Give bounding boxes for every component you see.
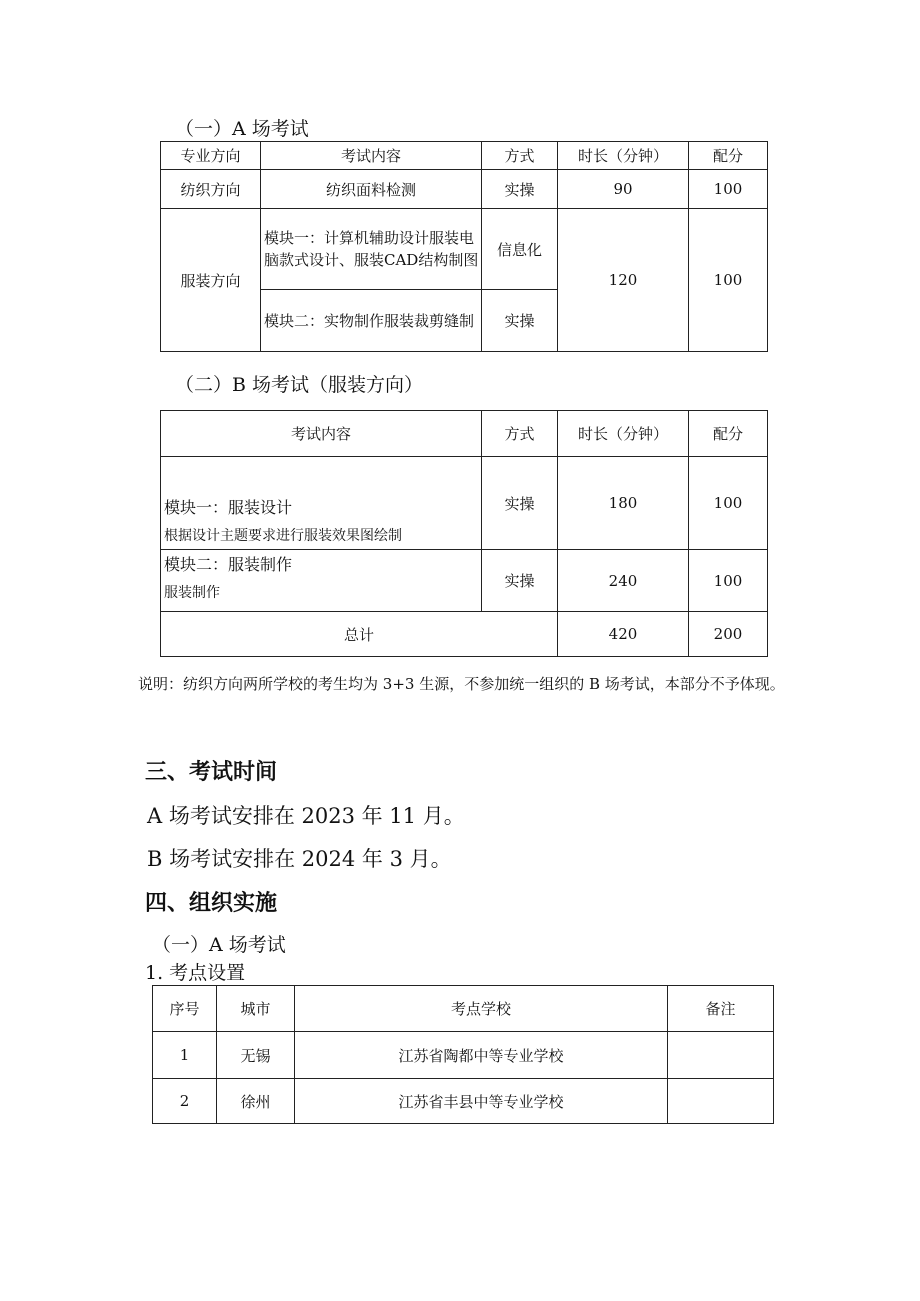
note-text: 说明：纺织方向两所学校的考生均为 3+3 生源，不参加统一组织的 B 场考试，本部分不予体现。 bbox=[138, 675, 785, 693]
exam-time-line-b: B 场考试安排在 2024 年 3 月。 bbox=[147, 847, 452, 871]
header-content: 考试内容 bbox=[161, 411, 482, 457]
table-row bbox=[153, 1032, 774, 1079]
cell-score: 100 bbox=[689, 170, 768, 209]
module1-desc: 根据设计主题要求进行服装效果图绘制 bbox=[164, 528, 402, 544]
cell-score: 100 bbox=[689, 209, 768, 352]
cell-method: 实操 bbox=[482, 457, 558, 550]
table-header-row bbox=[161, 411, 768, 457]
cell-city: 徐州 bbox=[217, 1079, 295, 1124]
table-header-row bbox=[153, 986, 774, 1032]
section-a-title: （一）A 场考试 bbox=[175, 118, 309, 140]
exam-site-table bbox=[152, 985, 774, 1124]
header-content: 考试内容 bbox=[261, 142, 482, 170]
module2-desc: 服装制作 bbox=[164, 585, 220, 601]
header-school: 考点学校 bbox=[295, 986, 668, 1032]
cell-duration: 120 bbox=[558, 209, 689, 352]
cell-total-score: 200 bbox=[689, 612, 768, 657]
header-method: 方式 bbox=[482, 142, 558, 170]
header-score: 配分 bbox=[689, 411, 768, 457]
table-row bbox=[161, 457, 768, 550]
table-row bbox=[161, 209, 768, 290]
cell-duration: 90 bbox=[558, 170, 689, 209]
header-no: 序号 bbox=[153, 986, 217, 1032]
cell-duration: 180 bbox=[558, 457, 689, 550]
exam-a-table bbox=[160, 141, 768, 352]
section-b-title: （二）B 场考试（服装方向） bbox=[175, 374, 424, 396]
table-row bbox=[161, 550, 768, 612]
header-method: 方式 bbox=[482, 411, 558, 457]
cell-method: 实操 bbox=[482, 170, 558, 209]
header-direction: 专业方向 bbox=[161, 142, 261, 170]
table-row bbox=[161, 170, 768, 209]
header-duration: 时长（分钟） bbox=[558, 142, 689, 170]
cell-score: 100 bbox=[689, 457, 768, 550]
organization-heading: 四、组织实施 bbox=[145, 891, 278, 916]
table-header-row bbox=[161, 142, 768, 170]
cell-duration: 240 bbox=[558, 550, 689, 612]
header-remark: 备注 bbox=[668, 986, 774, 1032]
cell-module1 bbox=[161, 457, 482, 550]
cell-method: 信息化 bbox=[482, 209, 558, 290]
header-city: 城市 bbox=[217, 986, 295, 1032]
organization-sub-1: 1. 考点设置 bbox=[145, 962, 246, 984]
cell-module2 bbox=[161, 550, 482, 612]
exam-b-table bbox=[160, 410, 768, 657]
cell-total-duration: 420 bbox=[558, 612, 689, 657]
cell-method: 实操 bbox=[482, 290, 558, 352]
module1-title: 模块一：服装设计 bbox=[164, 498, 293, 517]
cell-remark bbox=[668, 1079, 774, 1124]
cell-direction: 纺织方向 bbox=[161, 170, 261, 209]
cell-total-label: 总计 bbox=[161, 612, 558, 657]
exam-time-line-a: A 场考试安排在 2023 年 11 月。 bbox=[147, 804, 465, 828]
cell-city: 无锡 bbox=[217, 1032, 295, 1079]
cell-no: 2 bbox=[153, 1079, 217, 1124]
cell-module2: 模块二：实物制作服装裁剪缝制 bbox=[261, 290, 482, 352]
cell-module1: 模块一：计算机辅助设计服装电脑款式设计、服装CAD结构制图 bbox=[261, 209, 482, 290]
cell-method: 实操 bbox=[482, 550, 558, 612]
cell-score: 100 bbox=[689, 550, 768, 612]
header-score: 配分 bbox=[689, 142, 768, 170]
table-row bbox=[153, 1079, 774, 1124]
module2-title: 模块二：服装制作 bbox=[164, 555, 293, 574]
table-total-row bbox=[161, 612, 768, 657]
cell-school: 江苏省丰县中等专业学校 bbox=[295, 1079, 668, 1124]
cell-direction: 服装方向 bbox=[161, 209, 261, 352]
exam-time-heading: 三、考试时间 bbox=[145, 760, 278, 785]
cell-content: 纺织面料检测 bbox=[261, 170, 482, 209]
cell-school: 江苏省陶都中等专业学校 bbox=[295, 1032, 668, 1079]
cell-no: 1 bbox=[153, 1032, 217, 1079]
header-duration: 时长（分钟） bbox=[558, 411, 689, 457]
organization-sub-a: （一）A 场考试 bbox=[152, 934, 286, 956]
cell-remark bbox=[668, 1032, 774, 1079]
